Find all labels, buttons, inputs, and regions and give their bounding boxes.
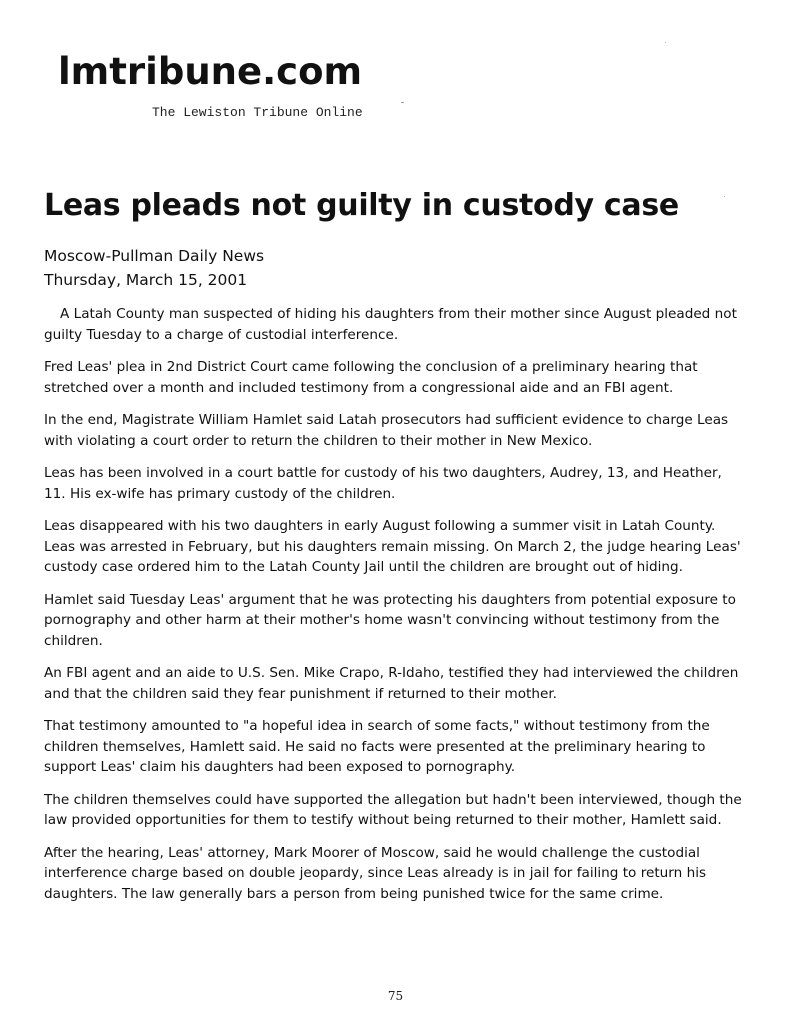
article-paragraph: Hamlet said Tuesday Leas' argument that he was protecting his daughters from potential exposure to pornography and other harm at their mother's home wasn't convincing without testimony from the children.: [44, 591, 736, 649]
article-paragraph: In the end, Magistrate William Hamlet said Latah prosecutors had sufficient evidence to charge Leas with violating a court order to return the children to their mother in New Mexico.: [44, 412, 729, 449]
scan-speck: [401, 102, 404, 103]
article-date: Thursday, March 15, 2001: [44, 271, 248, 289]
article-paragraph: An FBI agent and an aide to U.S. Sen. Mike Crapo, R-Idaho, testified they had interviewed the children and that the children said they fear punishment if returned to their mother.: [44, 665, 739, 702]
article-source: Moscow-Pullman Daily News: [44, 247, 265, 265]
article-paragraph: Leas has been involved in a court battle for custody of his two daughters, Audrey, 13, and Heather, 11. His ex-wife has primary custody of the children.: [44, 465, 722, 502]
site-title: lmtribune.com: [58, 50, 363, 93]
scan-speck: [665, 42, 666, 43]
article-paragraph: That testimony amounted to "a hopeful idea in search of some facts," without testimony from the children themselves, Hamlett said. He said no facts were presented at the preliminary hearing to support Leas' claim his daughters had been exposed to pornography.: [44, 718, 710, 775]
article-paragraph: Fred Leas' plea in 2nd District Court came following the conclusion of a preliminary hearing that stretched over a month and included testimony from a congressional aide and an FBI agent.: [44, 359, 698, 396]
article-headline: Leas pleads not guilty in custody case: [44, 188, 679, 223]
article-body: [44, 304, 744, 916]
article-paragraph: Leas disappeared with his two daughters in early August following a summer visit in Latah County. Leas was arrested in February, but his daughters remain missing. On March 2, the judge hearing Leas' custody case ordered him to the Latah County Jail until the children are brought out of hiding.: [44, 518, 741, 575]
article-paragraph: After the hearing, Leas' attorney, Mark Moorer of Moscow, said he would challenge the custodial interference charge based on double jeopardy, since Leas already is in jail for failing to return his daughters. The law generally bars a person from being punished twice for the same crime.: [44, 844, 707, 902]
article-paragraph: The children themselves could have supported the allegation but hadn't been interviewed, though the law provided opportunities for them to testify without being returned to their mother, Hamlett said.: [44, 791, 742, 828]
site-subtitle: The Lewiston Tribune Online: [152, 105, 363, 120]
page-number: 75: [387, 989, 404, 1003]
article-paragraph: A Latah County man suspected of hiding his daughters from their mother since August pleaded not guilty Tuesday to a charge of custodial interference.: [44, 306, 737, 343]
scan-speck: [724, 196, 725, 197]
